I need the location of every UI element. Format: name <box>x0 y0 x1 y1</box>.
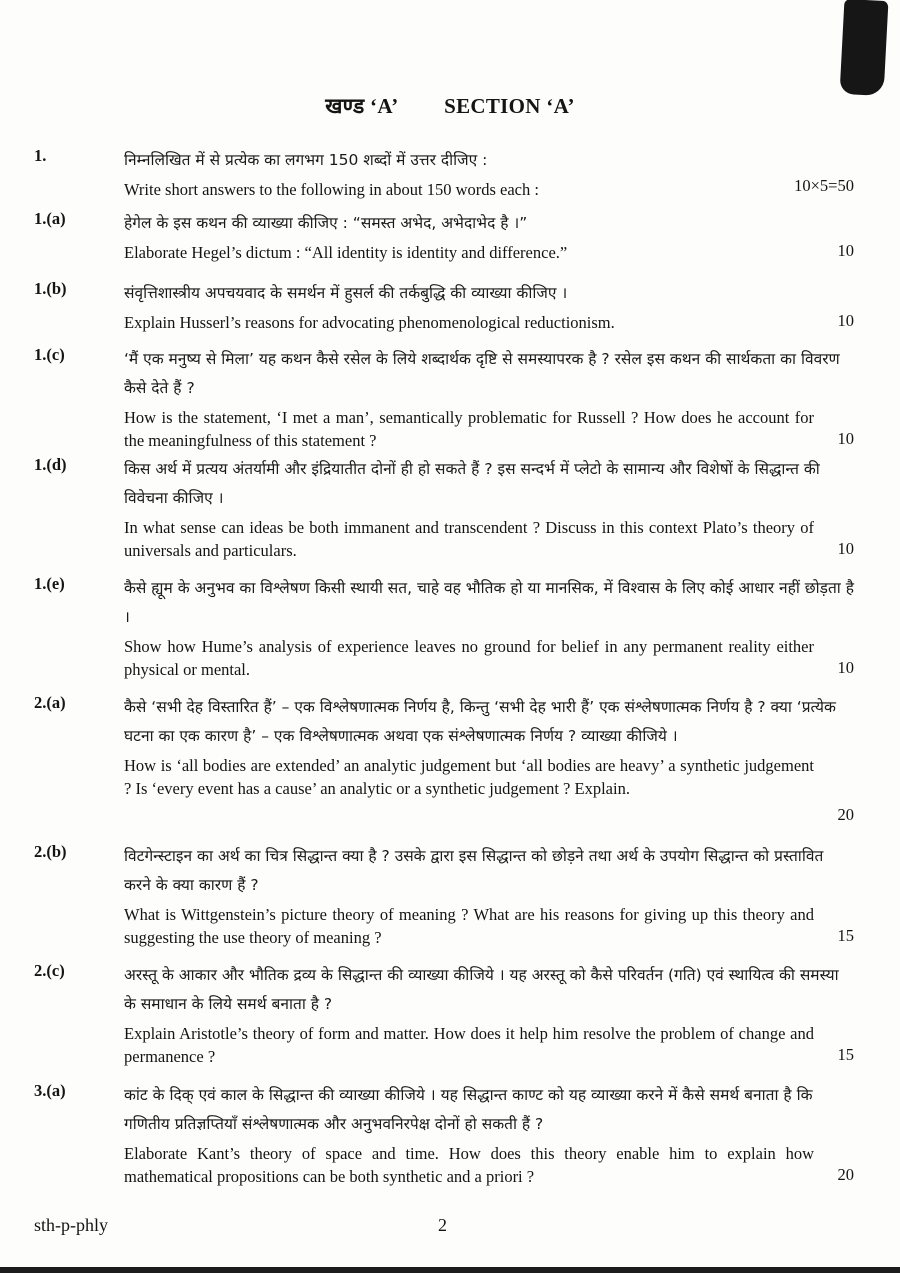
question-text-hindi: किस अर्थ में प्रत्यय अंतर्यामी और इंद्रियातीत दोनों ही हो सकते हैं ? इस सन्दर्भ में प्लेटो के सामान्य और विशेषों के सिद्धान्त की विवेचना कीजिए । <box>124 460 820 507</box>
question-text-hindi: कैसे ह्यूम के अनुभव का विश्लेषण किसी स्थायी सत, चाहे वह भौतिक हो या मानसिक, में विश्वास के लिए कोई आधार नहीं छोड़ता है । <box>124 579 854 626</box>
question-number: 2.(a) <box>34 693 66 712</box>
scan-bottom-edge <box>0 1267 900 1273</box>
section-heading <box>0 92 900 120</box>
exam-page: खण्ड ‘A’ SECTION ‘A’ 1. निम्नलिखित में से प्रत्येक का लगभग 150 शब्दों में उत्तर दीजिए : Write short answers to the following in about 150 words each : 10×5=50 1.(a) हेगेल के इस कथन की व्याख्या कीजिए : “समस्त अभेद, अभेदाभेद है ।” Elaborate Hegel’s dictum : “All identity is identity and difference.” 10 1.(b) संवृत्तिशास्त्रीय अपचयवाद के समर्थन में हुसर्ल की तर्कबुद्धि की व्याख्या कीजिए । Explain Husserl’s reasons for advocating phenomenological reductionism. 10 1.(c) ‘मैं एक मनुष्य से मिला’ यह कथन कैसे रसेल के लिये शब्दार्थक दृष्टि से समस्यापरक है ? रसेल इस कथन की सार्थकता का विवरण कैसे देते हैं ? How is the statement, ‘I met a man’, semantically problematic for Russell ? How does he account for the meaningfulness of this statement ? 10 1.(d) किस अर्थ में प्रत्यय अंतर्यामी और इंद्रियातीत दोनों ही हो सकते हैं ? इस सन्दर्भ में प्लेटो के सामान्य और विशेषों के सिद्धान्त की विवेचना कीजिए । In what sense can ideas be both immanent and transcendent ? Discuss in this context Plato’s theory of universals and particulars. 10 1.(e) कैसे ह्यूम के अनुभव का विश्लेषण किसी स्थायी सत, चाहे वह भौतिक हो या मानसिक, में विश्वास के लिए कोई आधार नहीं छोड़ता है । Show how Hume’s analysis of experience leaves no ground for belief in any permanent reality either physical or mental. 10 2.(a) कैसे ‘सभी देह विस्तारित हैं’ – एक विश्लेषणात्मक निर्णय है, किन्तु ‘सभी देह भारी हैं’ एक संश्लेषणात्मक निर्णय है ? क्या ‘प्रत्येक घटना का एक कारण है’ – एक विश्लेषणात्मक अथवा एक संश्लेषणात्मक निर्णय ? व्याख्या कीजिये । How is ‘all bodies are extended’ an analytic judgement but ‘all bodies are heavy’ a synthetic judgement ? Is ‘every event has a cause’ an analytic or a synthetic judgement ? Explain. 20 2.(b) विटगेन्स्टाइन का अर्थ का चित्र सिद्धान्त क्या है ? उसके द्वारा इस सिद्धान्त को छोड़ने तथा अर्थ के उपयोग सिद्धान्त को प्रस्तावित करने के क्या कारण हैं ? What is Wittgenstein’s picture theory of meaning ? What are his reasons for giving up this theory and suggesting the use theory of meaning ? 15 2.(c) अरस्तू के आकार और भौतिक द्रव्य के सिद्धान्त की व्याख्या कीजिये । यह अरस्तू को कैसे परिवर्तन (गति) एवं स्थायित्व की समस्या के समाधान के लिये समर्थ बनाता है ? Explain Aristotle’s theory of form and matter. How does it help him resolve the problem of change and permanence ? 15 3.(a) कांट के दिक् एवं काल के सिद्धान्त की व्याख्या कीजिये । यह सिद्धान्त काण्ट को यह व्याख्या करने में कैसे समर्थ बनाता है कि गणितीय प्रतिज्ञप्तियाँ संश्लेषणात्मक और अनुभवनिरपेक्ष दोनों हो सकती हैं ? Elaborate Kant’s theory of space and time. How does this theory enable him to explain how mathematical propositions can be both synthetic and a priori ? 20 sth-p-phly 2 <box>0 0 900 1273</box>
page-number: 2 <box>438 1215 447 1235</box>
question-number: 2.(b) <box>34 842 67 861</box>
question-text-hindi: संवृत्तिशास्त्रीय अपचयवाद के समर्थन में हुसर्ल की तर्कबुद्धि की व्याख्या कीजिए । <box>124 284 568 302</box>
question-text-english: Explain Husserl’s reasons for advocating phenomenological reductionism. <box>124 313 615 332</box>
question-text-hindi: हेगेल के इस कथन की व्याख्या कीजिए : “समस्त अभेद, अभेदाभेद है ।” <box>124 214 528 232</box>
section-heading-english: SECTION ‘A’ <box>444 94 575 118</box>
question-text-hindi: ‘मैं एक मनुष्य से मिला’ यह कथन कैसे रसेल के लिये शब्दार्थक दृष्टि से समस्यापरक है ? रसेल इस कथन की सार्थकता का विवरण कैसे देते हैं ? <box>124 350 840 397</box>
question-text-english: In what sense can ideas be both immanent and transcendent ? Discuss in this context Plato’s theory of universals and particulars. <box>124 518 814 560</box>
question-text-english: What is Wittgenstein’s picture theory of meaning ? What are his reasons for giving up this theory and suggesting the use theory of meaning ? <box>124 905 814 947</box>
question-number: 2.(c) <box>34 961 65 980</box>
question-text-english: Elaborate Kant’s theory of space and time. How does this theory enable him to explain how mathematical propositions can be both synthetic and a priori ? <box>124 1144 814 1186</box>
question-text-hindi: विटगेन्स्टाइन का अर्थ का चित्र सिद्धान्त क्या है ? उसके द्वारा इस सिद्धान्त को छोड़ने तथा अर्थ के उपयोग सिद्धान्त को प्रस्तावित करने के क्या कारण हैं ? <box>124 847 824 894</box>
question-text-english: Show how Hume’s analysis of experience leaves no ground for belief in any permanent reality either physical or mental. <box>124 637 814 679</box>
question-text-hindi: अरस्तू के आकार और भौतिक द्रव्य के सिद्धान्त की व्याख्या कीजिये । यह अरस्तू को कैसे परिवर्तन (गति) एवं स्थायित्व की समस्या के समाधान के लिये समर्थ बनाता है ? <box>124 966 839 1013</box>
question-text-hindi: निम्नलिखित में से प्रत्येक का लगभग 150 शब्दों में उत्तर दीजिए : <box>124 151 488 169</box>
question-text-hindi: कैसे ‘सभी देह विस्तारित हैं’ – एक विश्लेषणात्मक निर्णय है, किन्तु ‘सभी देह भारी हैं’ एक संश्लेषणात्मक निर्णय है ? क्या ‘प्रत्येक घटना का एक कारण है’ – एक विश्लेषणात्मक अथवा एक संश्लेषणात्मक निर्णय ? व्याख्या कीजिये । <box>124 698 836 745</box>
ink-blot-tail <box>852 0 866 28</box>
question-text-hindi: कांट के दिक् एवं काल के सिद्धान्त की व्याख्या कीजिये । यह सिद्धान्त काण्ट को यह व्याख्या करने में कैसे समर्थ बनाता है कि गणितीय प्रतिज्ञप्तियाँ संश्लेषणात्मक और अनुभवनिरपेक्ष दोनों हो सकती हैं ? <box>124 1086 813 1133</box>
question-number: 1.(c) <box>34 345 65 364</box>
question-text-english: How is ‘all bodies are extended’ an analytic judgement but ‘all bodies are heavy’ a synthetic judgement ? Is ‘every event has a cause’ an analytic or a synthetic judgement ? Explain. <box>124 756 814 798</box>
question-number: 1. <box>34 146 47 165</box>
question-text-english: Explain Aristotle’s theory of form and matter. How does it help him resolve the problem of change and permanence ? <box>124 1024 814 1066</box>
question-number: 1.(e) <box>34 574 65 593</box>
question-text-english: How is the statement, ‘I met a man’, semantically problematic for Russell ? How does he account for the meaningfulness of this statement ? <box>124 408 814 450</box>
question-number: 1.(b) <box>34 279 67 298</box>
question-text-english: Elaborate Hegel’s dictum : “All identity is identity and difference.” <box>124 243 568 262</box>
question-number: 1.(a) <box>34 209 66 228</box>
question-number: 3.(a) <box>34 1081 66 1100</box>
question-text-english: Write short answers to the following in about 150 words each : <box>124 180 539 199</box>
section-heading-hindi: खण्ड ‘A’ <box>325 94 399 118</box>
paper-code: sth-p-phly <box>34 1215 108 1235</box>
question-number: 1.(d) <box>34 455 67 474</box>
